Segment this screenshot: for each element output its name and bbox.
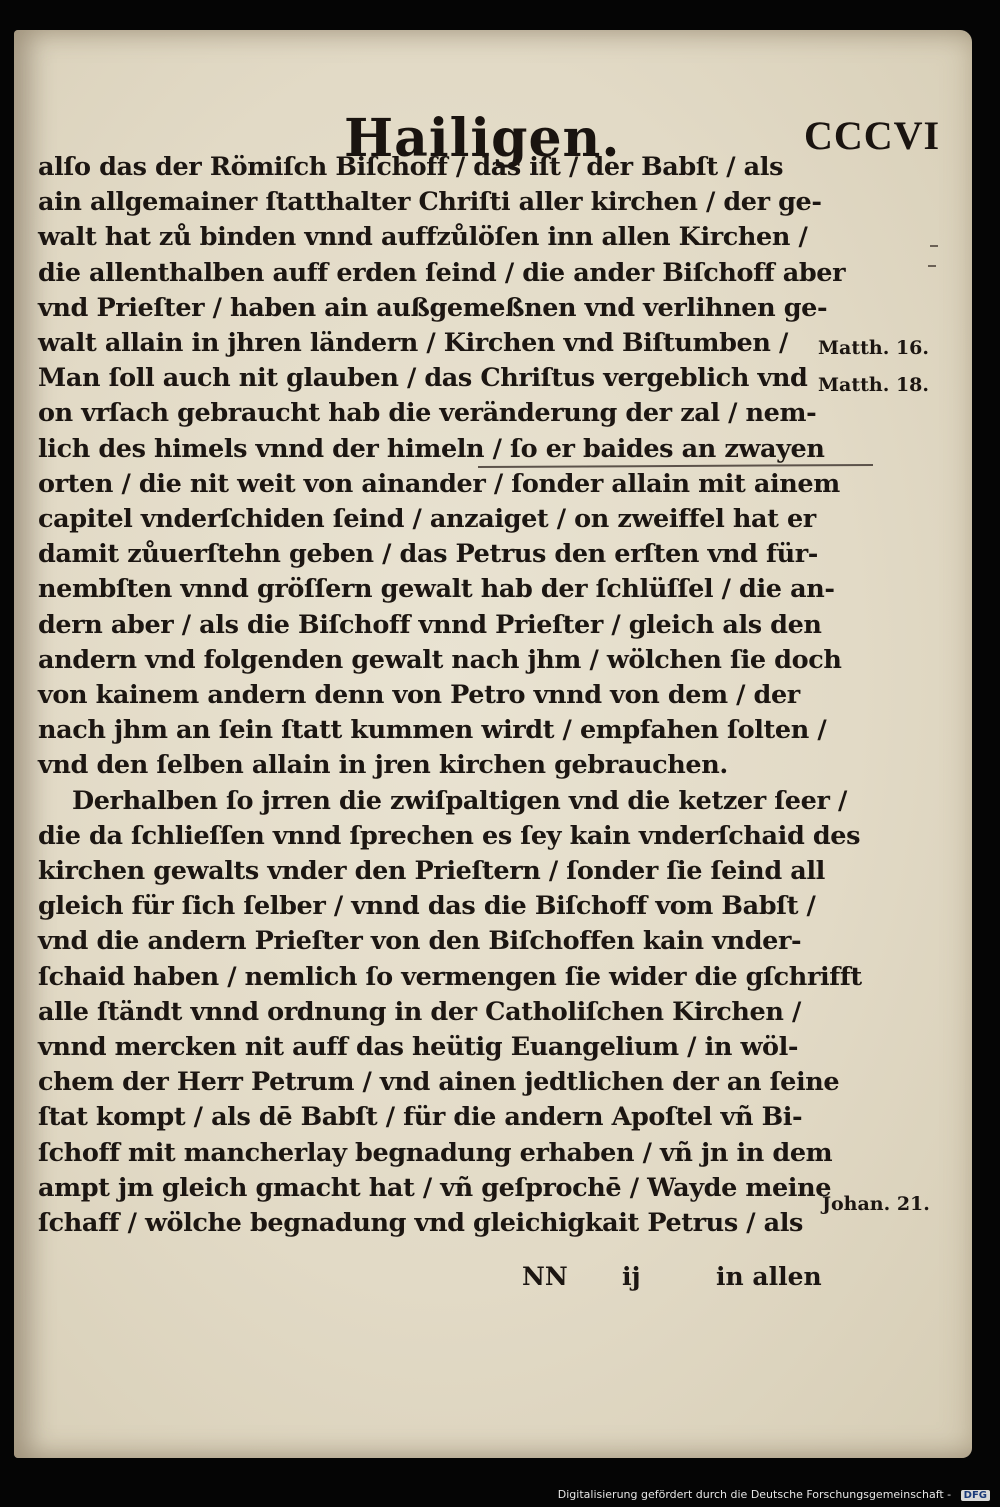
text-line: capitel vnderſchiden ſeind / anzaiget / on zweiffel hat er bbox=[38, 504, 816, 534]
text-line: vnd den ſelben allain in jren kirchen gebrauchen. bbox=[38, 750, 728, 781]
text-line: alſo das der Römiſch Biſchoff / das iſt / der Babſt / als bbox=[38, 152, 784, 182]
text-line: chem der Herr Petrum / vnd ainen jedtlichen der an ſeine bbox=[38, 1067, 840, 1098]
catchword: in allen bbox=[716, 1262, 822, 1291]
text-line: gleich für ſich ſelber / vnnd das die Biſchoff vom Babſt / bbox=[38, 891, 816, 922]
text-line: vnd die andern Prieſter von den Biſchoffen kain vnder- bbox=[38, 926, 802, 957]
text-line: nembſten vnnd gröſſern gewalt hab der ſchlüſſel / die an- bbox=[38, 574, 835, 605]
dfg-logo: DFG bbox=[961, 1490, 990, 1501]
text-line: kirchen gewalts vnder den Prieſtern / ſonder ſie ſeind all bbox=[38, 856, 825, 886]
text-line: die allenthalben auff erden ſeind / die ander Biſchoff aber bbox=[38, 257, 846, 288]
text-line: walt allain in jhren ländern / Kirchen vnd Biſtumben / bbox=[38, 328, 788, 358]
signature-mark: NN bbox=[522, 1262, 568, 1291]
signature-number: ij bbox=[622, 1262, 641, 1291]
paragraph-start-line: Derhalben ſo jrren die zwiſpaltigen vnd die ketzer ſeer / bbox=[72, 785, 847, 816]
text-line: ſtat kompt / als dē Babſt / für die andern Apoſtel vñ Bi- bbox=[38, 1102, 803, 1133]
text-line: vnd Prieſter / haben ain außgemeßnen vnd verlihnen ge- bbox=[38, 292, 828, 323]
ink-mark bbox=[930, 245, 938, 247]
margin-note-matth-18: Matth. 18. bbox=[818, 374, 929, 396]
folio-number: CCCVI bbox=[804, 113, 941, 158]
text-line: nach jhm an ſein ſtatt kummen wirdt / empfahen ſolten / bbox=[38, 715, 827, 746]
text-line: von kainem andern denn von Petro vnnd von dem / der bbox=[38, 680, 800, 710]
text-line: dern aber / als die Biſchoff vnnd Prieſter / gleich als den bbox=[38, 609, 822, 640]
text-line: damit zůuerſtehn geben / das Petrus den erſten vnd für- bbox=[38, 539, 818, 570]
text-line: ſchoff mit mancherlay begnadung erhaben / vñ jn in dem bbox=[38, 1137, 833, 1168]
text-line: walt hat zů binden vnnd auffzůlöſen inn allen Kirchen / bbox=[38, 222, 808, 253]
text-line: lich des himels vnnd der himeln / ſo er baides an zwayen bbox=[38, 433, 825, 464]
text-line: alle ſtändt vnnd ordnung in der Catholiſchen Kirchen / bbox=[38, 996, 801, 1027]
ink-mark bbox=[928, 265, 936, 267]
text-line: die da ſchlieſſen vnnd ſprechen es ſey kain vnderſchaid des bbox=[38, 820, 861, 851]
text-line: ſchaff / wölche begnadung vnd gleichigkait Petrus / als bbox=[38, 1208, 804, 1238]
text-line: ſchaid haben / nemlich ſo vermengen ſie wider die gſchrifft bbox=[38, 961, 862, 992]
margin-note-johan-21: Johan. 21. bbox=[822, 1193, 930, 1215]
credit-text: Digitalisierung gefördert durch die Deutsche Forschungsgemeinschaft - bbox=[557, 1488, 952, 1501]
text-line: vnnd mercken nit auff das heütig Euangelium / in wöl- bbox=[38, 1032, 799, 1062]
text-line: Man ſoll auch nit glauben / das Chriſtus vergeblich vnd bbox=[38, 363, 808, 394]
margin-note-matth-16: Matth. 16. bbox=[818, 337, 929, 359]
text-line: ampt jm gleich gmacht hat / vñ geſprochē / Wayde meine bbox=[38, 1172, 832, 1203]
text-line: andern vnd folgenden gewalt nach jhm / wölchen ſie doch bbox=[38, 644, 842, 675]
text-line: on vrſach gebraucht hab die veränderung der zal / nem- bbox=[38, 398, 817, 429]
digitization-credit bbox=[558, 1488, 990, 1501]
running-head: Hailigen. bbox=[344, 108, 621, 169]
text-line: ain allgemainer ſtatthalter Chriſti aller kirchen / der ge- bbox=[38, 187, 822, 218]
text-line: orten / die nit weit von ainander / ſonder allain mit ainem bbox=[38, 468, 840, 499]
